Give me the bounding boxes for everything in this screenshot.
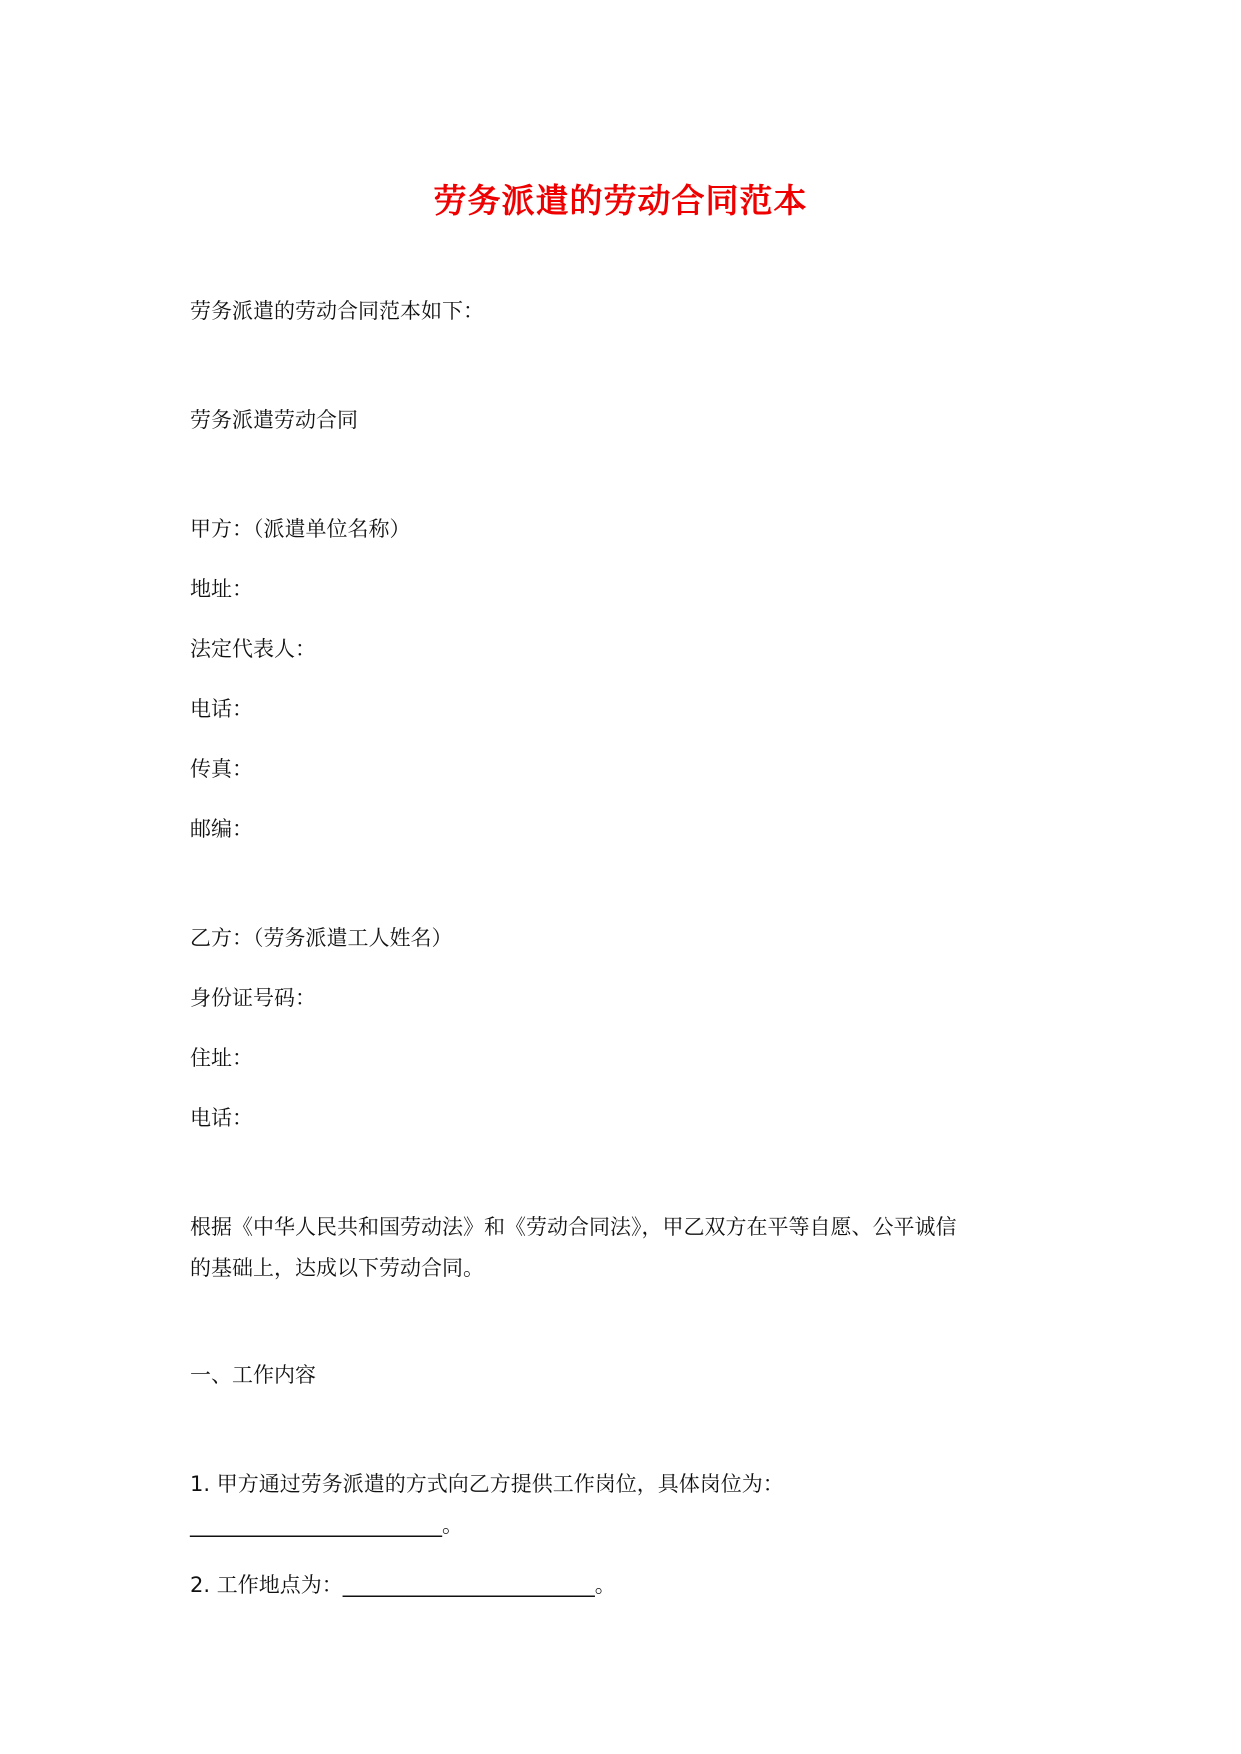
party-a-address: 地址： — [190, 577, 253, 601]
party-a-heading: 甲方：（派遣单位名称） — [190, 517, 411, 541]
document-title: 劳务派遣的劳动合同范本 — [433, 181, 808, 220]
intro-text: 劳务派遣的劳动合同范本如下： — [190, 299, 484, 323]
contract-name: 劳务派遣劳动合同 — [190, 408, 358, 432]
basis-line-1: 根据《中华人民共和国劳动法》和《劳动合同法》，甲乙双方在平等自愿、公平诚信 — [190, 1215, 957, 1239]
party-b-phone: 电话： — [190, 1106, 253, 1130]
party-a-legal-rep: 法定代表人： — [190, 637, 316, 661]
party-b-residence: 住址： — [190, 1046, 253, 1070]
section-1-heading: 一、工作内容 — [190, 1363, 316, 1387]
section-1-item-1-line-1: 1. 甲方通过劳务派遣的方式向乙方提供工作岗位，具体岗位为： — [190, 1472, 784, 1496]
basis-line-2: 的基础上，达成以下劳动合同。 — [190, 1256, 484, 1280]
party-a-fax: 传真： — [190, 757, 253, 781]
section-1-item-2: 2. 工作地点为：________________________。 — [190, 1573, 616, 1597]
party-b-heading: 乙方：（劳务派遣工人姓名） — [190, 926, 453, 950]
party-a-postcode: 邮编： — [190, 817, 253, 841]
party-b-id-number: 身份证号码： — [190, 986, 316, 1010]
party-a-phone: 电话： — [190, 697, 253, 721]
section-1-item-1-line-2: ________________________。 — [190, 1513, 463, 1537]
